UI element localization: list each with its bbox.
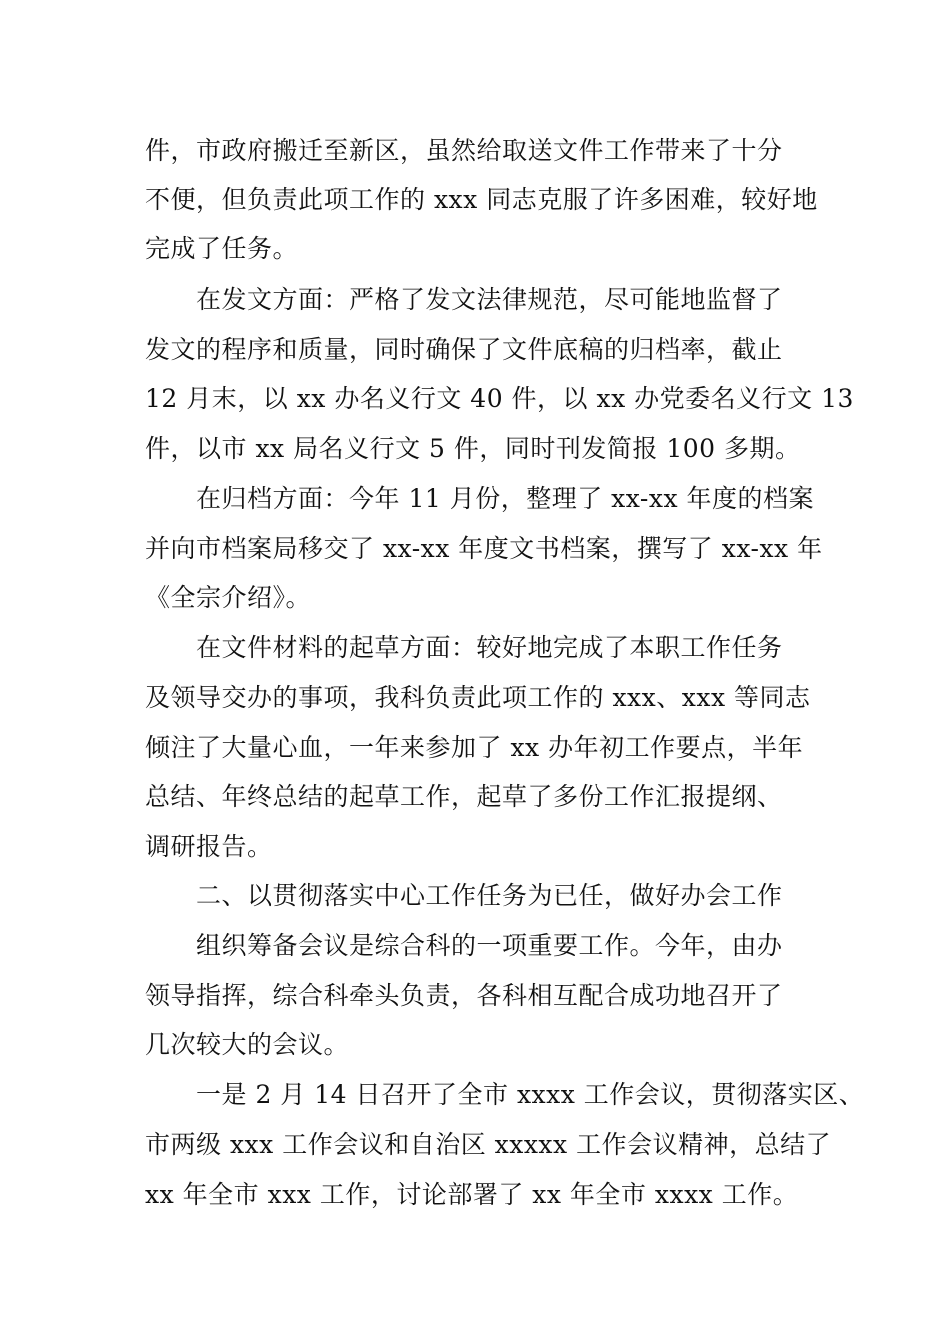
text-line: 组织筹备会议是综合科的一项重要工作。今年，由办 xyxy=(196,931,783,960)
text-line: 12 月末，以 xx 办名义行文 40 件，以 xx 办党委名义行文 13 xyxy=(145,384,854,413)
text-line: 调研报告。 xyxy=(145,832,273,861)
text-line: 市两级 xxx 工作会议和自治区 xxxxx 工作会议精神，总结了 xyxy=(145,1130,832,1159)
text-line: 倾注了大量心血，一年来参加了 xx 办年初工作要点，半年 xyxy=(145,733,804,762)
text-line: 发文的程序和质量，同时确保了文件底稿的归档率，截止 xyxy=(145,335,783,364)
text-line: 并向市档案局移交了 xx-xx 年度文书档案，撰写了 xx-xx 年 xyxy=(145,534,823,563)
text-line: 几次较大的会议。 xyxy=(145,1030,350,1059)
text-line: 件，市政府搬迁至新区，虽然给取送文件工作带来了十分 xyxy=(145,136,783,165)
text-line: 总结、年终总结的起草工作，起草了多份工作汇报提纲、 xyxy=(145,782,783,811)
text-line: xx 年全市 xxx 工作，讨论部署了 xx 年全市 xxxx 工作。 xyxy=(145,1180,799,1209)
text-line: 在归档方面：今年 11 月份，整理了 xx-xx 年度的档案 xyxy=(196,484,815,513)
text-line: 在文件材料的起草方面：较好地完成了本职工作任务 xyxy=(196,633,783,662)
text-line: 件，以市 xx 局名义行文 5 件，同时刊发简报 100 多期。 xyxy=(145,434,801,463)
text-line: 领导指挥，综合科牵头负责，各科相互配合成功地召开了 xyxy=(145,981,783,1010)
section-heading: 二、以贯彻落实中心工作任务为已任，做好办会工作 xyxy=(196,881,783,910)
text-line: 在发文方面：严格了发文法律规范，尽可能地监督了 xyxy=(196,285,783,314)
text-line: 完成了任务。 xyxy=(145,234,299,263)
text-line: 《全宗介绍》。 xyxy=(145,583,312,612)
text-line: 一是 2 月 14 日召开了全市 xxxx 工作会议，贯彻落实区、 xyxy=(196,1080,865,1109)
text-line: 不便，但负责此项工作的 xxx 同志克服了许多困难，较好地 xyxy=(145,185,818,214)
text-line: 及领导交办的事项，我科负责此项工作的 xxx、xxx 等同志 xyxy=(145,683,811,712)
